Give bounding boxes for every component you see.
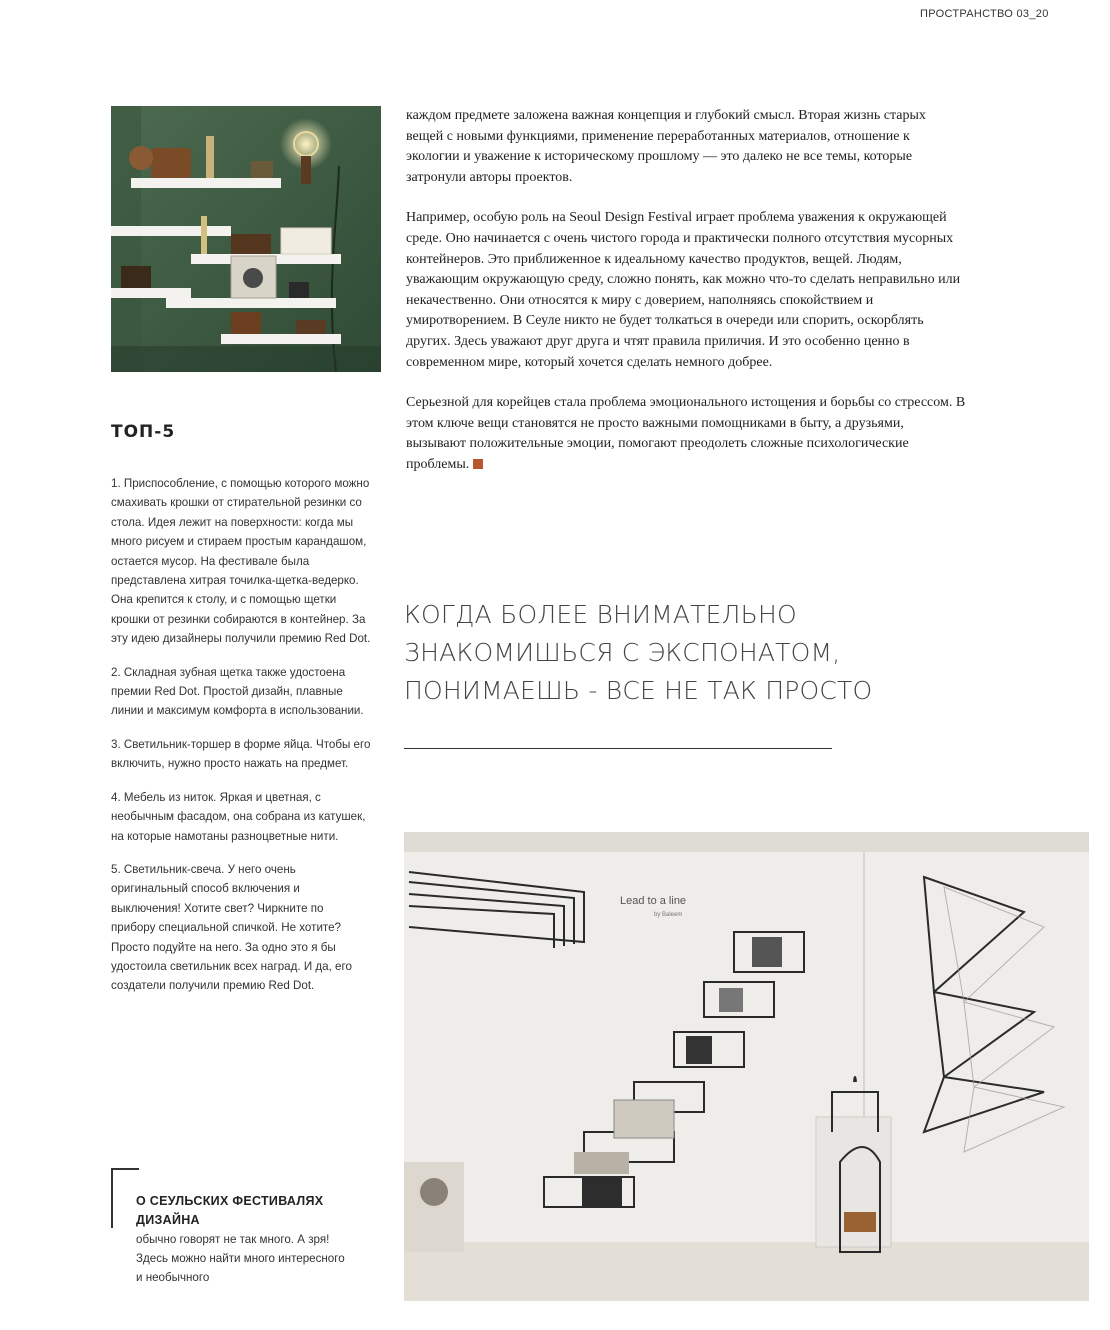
wall-sign-sub: by Baleem <box>654 912 683 918</box>
pull-quote-line: КОГДА БОЛЕЕ ВНИМАТЕЛЬНО <box>404 600 797 629</box>
wall-sign: Lead to a line <box>620 895 687 907</box>
list-item: 1. Приспособление, с помощью которого можно смахивать крошки от стирательной резинки со стола. Идея лежит на поверхности: когда мы много рисуем и стираем простым карандашом, остается мусор. На фестивале была представлена хитрая точилка-щетка-ведерко. Она крепится к столу, и с помощью щетки крошки от резинки собираются в контейнер. За эту идею дизайнеры получили премию Red Dot. <box>111 477 371 646</box>
top5-list <box>111 474 371 1010</box>
article-paragraph: Серьезной для корейцев стала проблема эмоционального истощения и борьбы со стрессом. В этом ключе вещи становятся не просто важными помощниками в быту, а друзьями, вызывают положительные эмоции, помогают преодолеть сложные психологические проблемы. <box>406 395 966 472</box>
aside-vertical-rule <box>111 1168 113 1228</box>
list-item: 2. Складная зубная щетка также удостоена премии Red Dot. Простой дизайн, плавные линии и максимум комфорта в использовании. <box>111 665 364 718</box>
list-item: 5. Светильник-свеча. У него очень оригинальный способ включения и выключения! Хотите свет? Чиркните по прибору специальной спичкой. Не хотите? Просто подуйте на него. За одно это я бы удостоила светильник всех наград. И да, его создатели получили премию Red Dot. <box>111 862 352 993</box>
list-item: 4. Мебель из ниток. Яркая и цветная, с необычным фасадом, она собрана из катушек, на которые намотаны разноцветные нити. <box>111 790 366 843</box>
article-paragraph: каждом предмете заложена важная концепция и глубокий смысл. Вторая жизнь старых вещей с новыми функциями, применение переработанных материалов, отношение к экологии и уважение к историческому прошлому — это далеко не все темы, которые затронули авторы проектов. <box>406 108 926 185</box>
end-mark-icon <box>473 459 483 469</box>
quote-divider <box>404 748 832 749</box>
wire-shelves-exhibit-photo <box>404 832 1089 1301</box>
wire-shelves-illustration <box>404 832 1089 1301</box>
list-item: 3. Светильник-торшер в форме яйца. Чтобы его включить, нужно просто нажать на предмет. <box>111 737 371 771</box>
pull-quote-line: ЗНАКОМИШЬСЯ С ЭКСПОНАТОМ, <box>404 638 841 667</box>
shelf-exhibit-illustration <box>111 106 381 372</box>
running-header: ПРОСТРАНСТВО 03_20 <box>920 8 1049 20</box>
aside-corner-rule <box>111 1168 139 1170</box>
article-paragraph: Например, особую роль на Seoul Design Festival играет проблема уважения к окружающей среде. Оно начинается с очень чистого города и практически полного отсутствия мусорных контейнеров. Это приближенное к идеальному качество продуктов, вещей. Людям, уважающим окружающую среду, сложно понять, как можно что-то сделать неправильно или некачественно. Они относятся к миру с доверием, наполняясь спокойствием и умиротворением. В Сеуле никто не будет толкаться в очереди или спорить, оскорблять других. Здесь уважают друг друга и чтят правила приличия. И это особенно ценно в современном мире, который хочется сделать немного добрее. <box>406 210 961 370</box>
pull-quote <box>404 596 964 710</box>
shelf-exhibit-photo <box>111 106 381 372</box>
aside-text: обычно говорят не так много. А зря! Здесь можно найти много интересного и необычного <box>136 1233 345 1284</box>
aside-title: О СЕУЛЬСКИХ ФЕСТИВАЛЯХ ДИЗАЙНА <box>136 1194 324 1227</box>
top5-heading: ТОП-5 <box>111 422 176 442</box>
aside-note <box>136 1192 346 1287</box>
article-body <box>406 106 966 496</box>
pull-quote-line: ПОНИМАЕШЬ - ВСЕ НЕ ТАК ПРОСТО <box>404 676 873 705</box>
